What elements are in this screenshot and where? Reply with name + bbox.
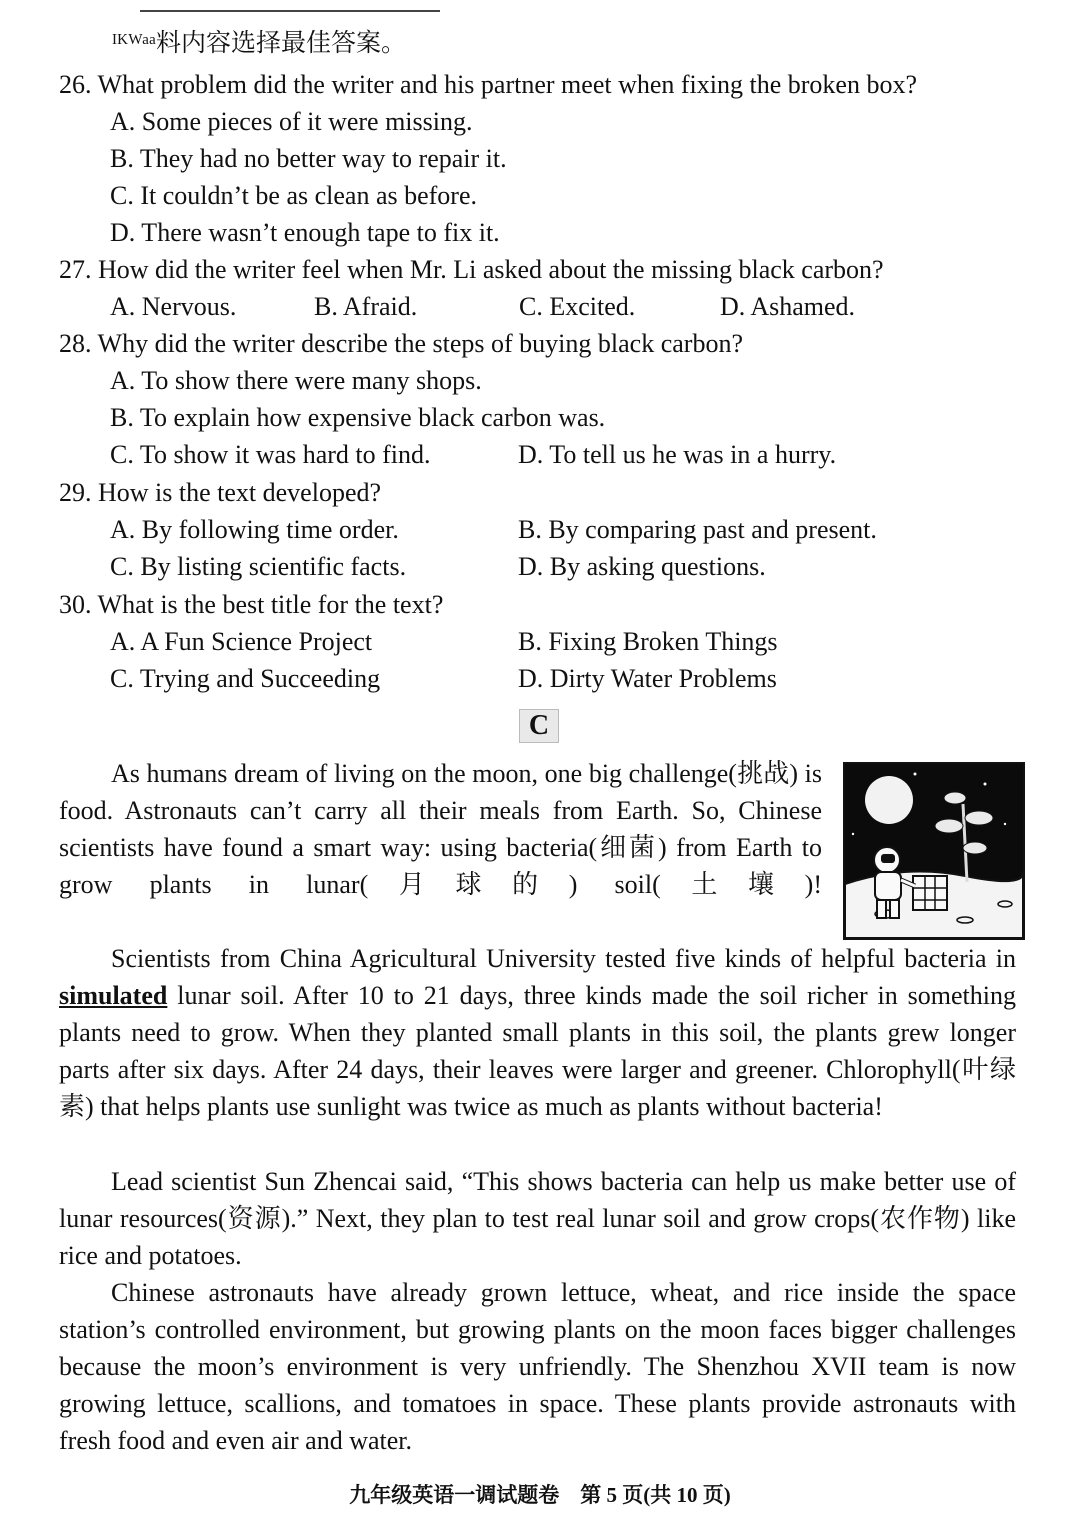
- section-instruction: ᴵᴷᵂᵃᵃ料内容选择最佳答案。: [112, 30, 406, 57]
- question-27-stem: 27. How did the writer feel when Mr. Li asked about the missing black carbon?: [59, 255, 884, 284]
- question-29-option-a: A. By following time order.: [110, 515, 399, 544]
- question-28-stem: 28. Why did the writer describe the steps of buying black carbon?: [59, 329, 743, 358]
- question-26-stem: 26. What problem did the writer and his partner meet when fixing the broken box?: [59, 70, 917, 99]
- passage-paragraph-4: Chinese astronauts have already grown lettuce, wheat, and rice inside the space station’s controlled environment, but growing plants on the moon faces bigger challenges because the moon’s environment is very unfriendly. The Shenzhou XVII team is now growing lettuce, scallions, and tomatoes in space. These plants provide astronauts with fresh food and even air and water.: [59, 1278, 1016, 1456]
- question-27-option-d: D. Ashamed.: [720, 292, 856, 321]
- question-27-option-a: A. Nervous.: [110, 292, 237, 321]
- question-29-option-d: D. By asking questions.: [518, 552, 766, 581]
- question-26-option-c: C. It couldn’t be as clean as before.: [110, 181, 477, 210]
- astronaut-planting-illustration: [843, 762, 1025, 940]
- passage-paragraph-1: As humans dream of living on the moon, one big challenge(挑战) is food. Astronauts can’t carry all their meals from Earth. So, Chinese scientists have found a smart way: using bacteria(细菌) from Earth to grow plants in lunar(月球的) soil(土壤)!: [59, 759, 822, 900]
- question-28-option-c: C. To show it was hard to find.: [110, 440, 431, 469]
- passage-paragraph-2: Scientists from China Agricultural University tested five kinds of helpful bacteria in simulated lunar soil. After 10 to 21 days, three kinds made the soil richer in something plants need to grow. When they planted small plants in this soil, the plants grew longer parts after six days. After 24 days, their leaves were larger and greener. Chlorophyll(叶绿素) that helps plants use sunlight was twice as much as plants without bacteria!: [59, 944, 1016, 1122]
- question-29-option-b: B. By comparing past and present.: [518, 515, 877, 544]
- question-28-option-d: D. To tell us he was in a hurry.: [518, 440, 837, 469]
- question-28-option-b: B. To explain how expensive black carbon was.: [110, 403, 606, 432]
- underlined-word: simulated: [59, 981, 168, 1011]
- question-30-option-c: C. Trying and Succeeding: [110, 664, 381, 693]
- question-26-option-a: A. Some pieces of it were missing.: [110, 107, 473, 136]
- question-30-stem: 30. What is the best title for the text?: [59, 590, 444, 619]
- section-c-badge: C: [519, 709, 559, 743]
- passage-paragraph-3: Lead scientist Sun Zhencai said, “This shows bacteria can help us make better use of lunar resources(资源).” Next, they plan to test real lunar soil and grow crops(农作物) like rice and potatoes.: [59, 1167, 1016, 1271]
- moon-scene-drawing: [845, 764, 1023, 938]
- question-30-option-d: D. Dirty Water Problems: [518, 664, 777, 693]
- top-rule: [140, 10, 440, 12]
- question-30-option-b: B. Fixing Broken Things: [518, 627, 778, 656]
- question-27-option-c: C. Excited.: [519, 292, 636, 321]
- question-26-option-d: D. There wasn’t enough tape to fix it.: [110, 218, 500, 247]
- question-29-stem: 29. How is the text developed?: [59, 478, 382, 507]
- question-28-option-a: A. To show there were many shops.: [110, 366, 482, 395]
- question-27-option-b: B. Afraid.: [314, 292, 418, 321]
- question-29-option-c: C. By listing scientific facts.: [110, 552, 407, 581]
- question-26-option-b: B. They had no better way to repair it.: [110, 144, 507, 173]
- page-footer: 九年级英语一调试题卷 第 5 页(共 10 页): [349, 1483, 731, 1507]
- question-30-option-a: A. A Fun Science Project: [110, 627, 373, 656]
